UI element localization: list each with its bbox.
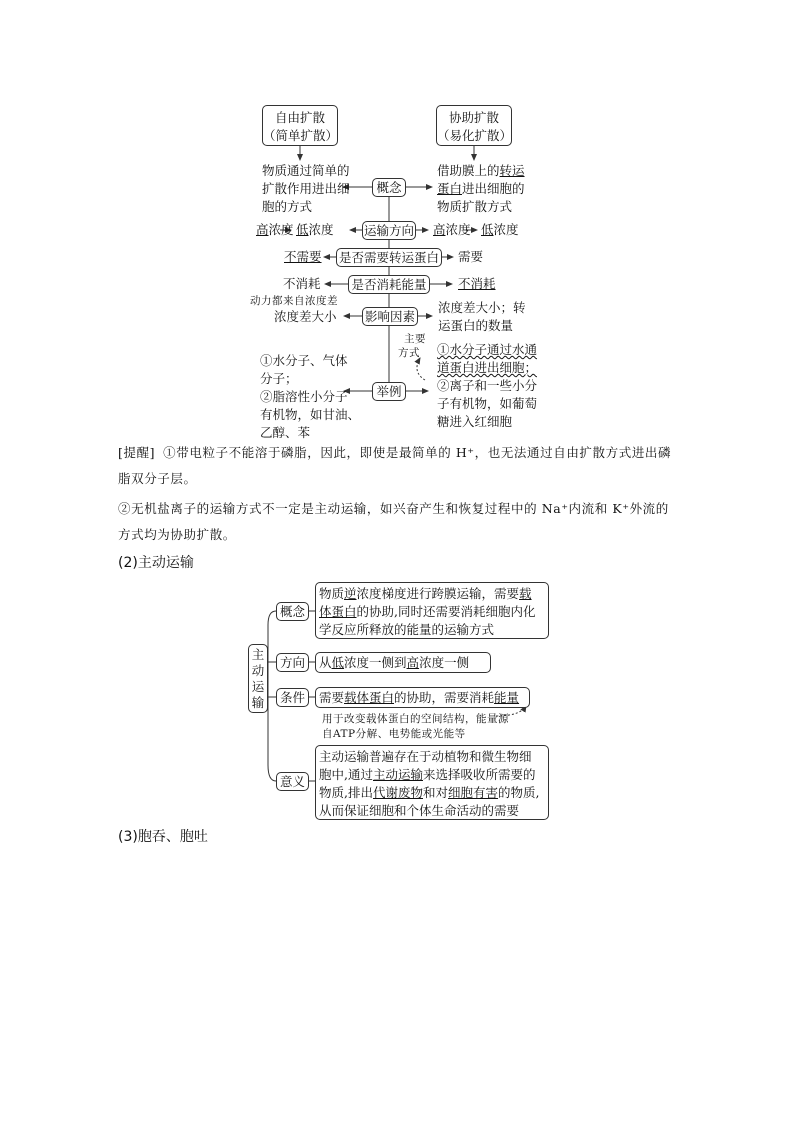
facilitated-protein-need: 需要	[458, 249, 484, 264]
free-factor-note: 动力都来自浓度差	[250, 295, 338, 307]
facilitated-diffusion-subtitle: （易化扩散）	[437, 128, 513, 143]
tip-label: [提醒]	[118, 445, 156, 460]
branch-content-significance: 主动运输普遍存在于动植物和微生物细 胞中,通过主动运输来选择吸收所需要的 物质,排出代谢废物和对细胞有害的物质, 从而保证细胞和个体生命活动的需要	[315, 745, 549, 820]
section-title-active-transport: (2)主动运输	[118, 555, 194, 571]
row-label-protein: 是否需要转运蛋白	[336, 248, 442, 267]
row-label-concept: 概念	[372, 178, 406, 197]
free-concept-text: 物质通过简单的 扩散作用进出细 胞的方式	[262, 163, 350, 214]
facilitated-energy: 不消耗	[458, 276, 496, 291]
free-direction-left: 高浓度	[256, 222, 294, 237]
row-label-factors: 影响因素	[362, 307, 418, 326]
branch-label-condition: 条件	[276, 688, 309, 707]
section-title-endocytosis: (3)胞吞、胞吐	[118, 829, 208, 845]
condition-energy-note: 用于改变载体蛋白的空间结构，能量源 自ATP分解、电势能或光能等	[322, 713, 509, 740]
free-protein-need: 不需要	[284, 249, 322, 264]
branch-content-direction: 从低浓度一侧到高浓度一侧	[315, 652, 491, 673]
free-diffusion-title: 自由扩散	[274, 110, 325, 125]
facilitated-concept-text: 借助膜上的转运 蛋白进出细胞的 物质扩散方式	[437, 163, 525, 214]
free-diffusion-subtitle: （简单扩散）	[263, 128, 339, 143]
facilitated-examples: ①水分子通过水通 道蛋白进出细胞； ②离子和一些小分 子有机物，如葡萄 糖进入红细胞	[437, 342, 538, 429]
facilitated-factor: 浓度差大小；转 运蛋白的数量	[438, 300, 526, 333]
main-route-note: 主要 方式	[398, 333, 426, 359]
facilitated-diffusion-title: 协助扩散	[448, 110, 499, 125]
tip-paragraph-1: [提醒] ①带电粒子不能溶于磷脂，因此，即使是最简单的 H⁺，也无法通过自由扩散方式进出磷脂双分子层。	[118, 445, 672, 486]
active-transport-root: 主 动 运 输	[248, 644, 268, 713]
free-examples: ①水分子、气体 分子； ②脂溶性小分子 有机物，如甘油、 乙醇、苯	[260, 353, 361, 440]
branch-content-concept: 物质逆浓度梯度进行跨膜运输，需要载 体蛋白的协助,同时还需要消耗细胞内化 学反应所释放的能量的运输方式	[315, 582, 549, 639]
free-factor: 浓度差大小	[274, 309, 337, 324]
branch-label-significance: 意义	[276, 772, 309, 791]
free-energy: 不消耗	[283, 276, 321, 291]
row-label-examples: 举例	[372, 382, 406, 401]
row-label-energy: 是否消耗能量	[348, 275, 430, 294]
branch-content-condition: 需要载体蛋白的协助，需要消耗能量	[315, 687, 530, 708]
branch-label-concept: 概念	[276, 602, 309, 621]
facilitated-direction-left: 高浓度	[433, 222, 471, 237]
free-direction-right: 低浓度	[296, 222, 334, 237]
row-label-direction: 运输方向	[363, 223, 414, 238]
tip-paragraph-2: ②无机盐离子的运输方式不一定是主动运输，如兴奋产生和恢复过程中的 Na⁺内流和 K⁺外流的方式均为协助扩散。	[118, 501, 669, 542]
branch-label-direction: 方向	[276, 653, 309, 672]
facilitated-direction-right: 低浓度	[481, 222, 519, 237]
